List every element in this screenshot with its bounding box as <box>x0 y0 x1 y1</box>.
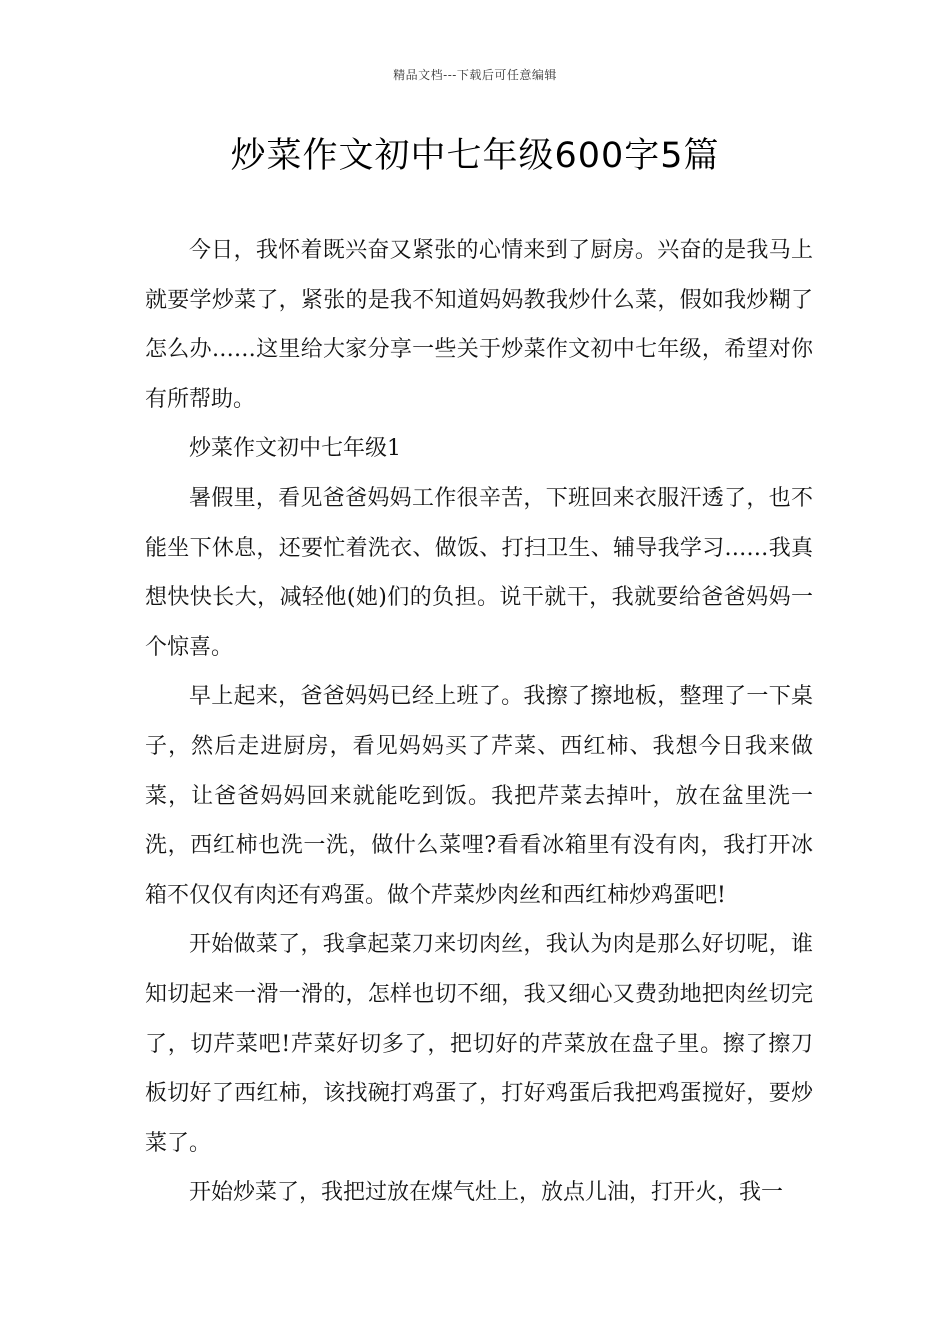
body-paragraph: 早上起来，爸爸妈妈已经上班了。我擦了擦地板，整理了一下桌子，然后走进厨房，看见妈妈买了芹菜、西红柿、我想今日我来做菜，让爸爸妈妈回来就能吃到饭。我把芹菜去掉叶，放在盆里洗一洗，西红柿也洗一洗，做什么菜哩?看看冰箱里有没有肉，我打开冰箱不仅仅有肉还有鸡蛋。做个芹菜炒肉丝和西红柿炒鸡蛋吧! <box>145 684 813 908</box>
body-paragraph: 开始做菜了，我拿起菜刀来切肉丝，我认为肉是那么好切呢，谁知切起来一滑一滑的，怎样也切不细，我又细心又费劲地把肉丝切完了，切芹菜吧!芹菜好切多了，把切好的芹菜放在盘子里。擦了擦刀板切好了西红柿，该找碗打鸡蛋了，打好鸡蛋后我把鸡蛋搅好，要炒菜了。 <box>145 932 813 1156</box>
header-note: 精品文档---下载后可任意编辑 <box>393 68 557 82</box>
intro-paragraph: 今日，我怀着既兴奋又紧张的心情来到了厨房。兴奋的是我马上就要学炒菜了，紧张的是我不知道妈妈教我炒什么菜，假如我炒糊了怎么办……这里给大家分享一些关于炒菜作文初中七年级，希望对你有所帮助。 <box>145 238 813 412</box>
section-heading: 炒菜作文初中七年级1 <box>189 436 401 462</box>
page-title: 炒菜作文初中七年级600字5篇 <box>230 136 720 176</box>
body-paragraph: 开始炒菜了，我把过放在煤气灶上，放点儿油，打开火，我一 <box>189 1180 784 1206</box>
body-paragraph: 暑假里，看见爸爸妈妈工作很辛苦，下班回来衣服汗透了，也不能坐下休息，还要忙着洗衣、做饭、打扫卫生、辅导我学习……我真想快快长大，减轻他(她)们的负担。说干就干，我就要给爸爸妈妈一个惊喜。 <box>145 485 813 660</box>
document-body <box>145 226 813 1218</box>
